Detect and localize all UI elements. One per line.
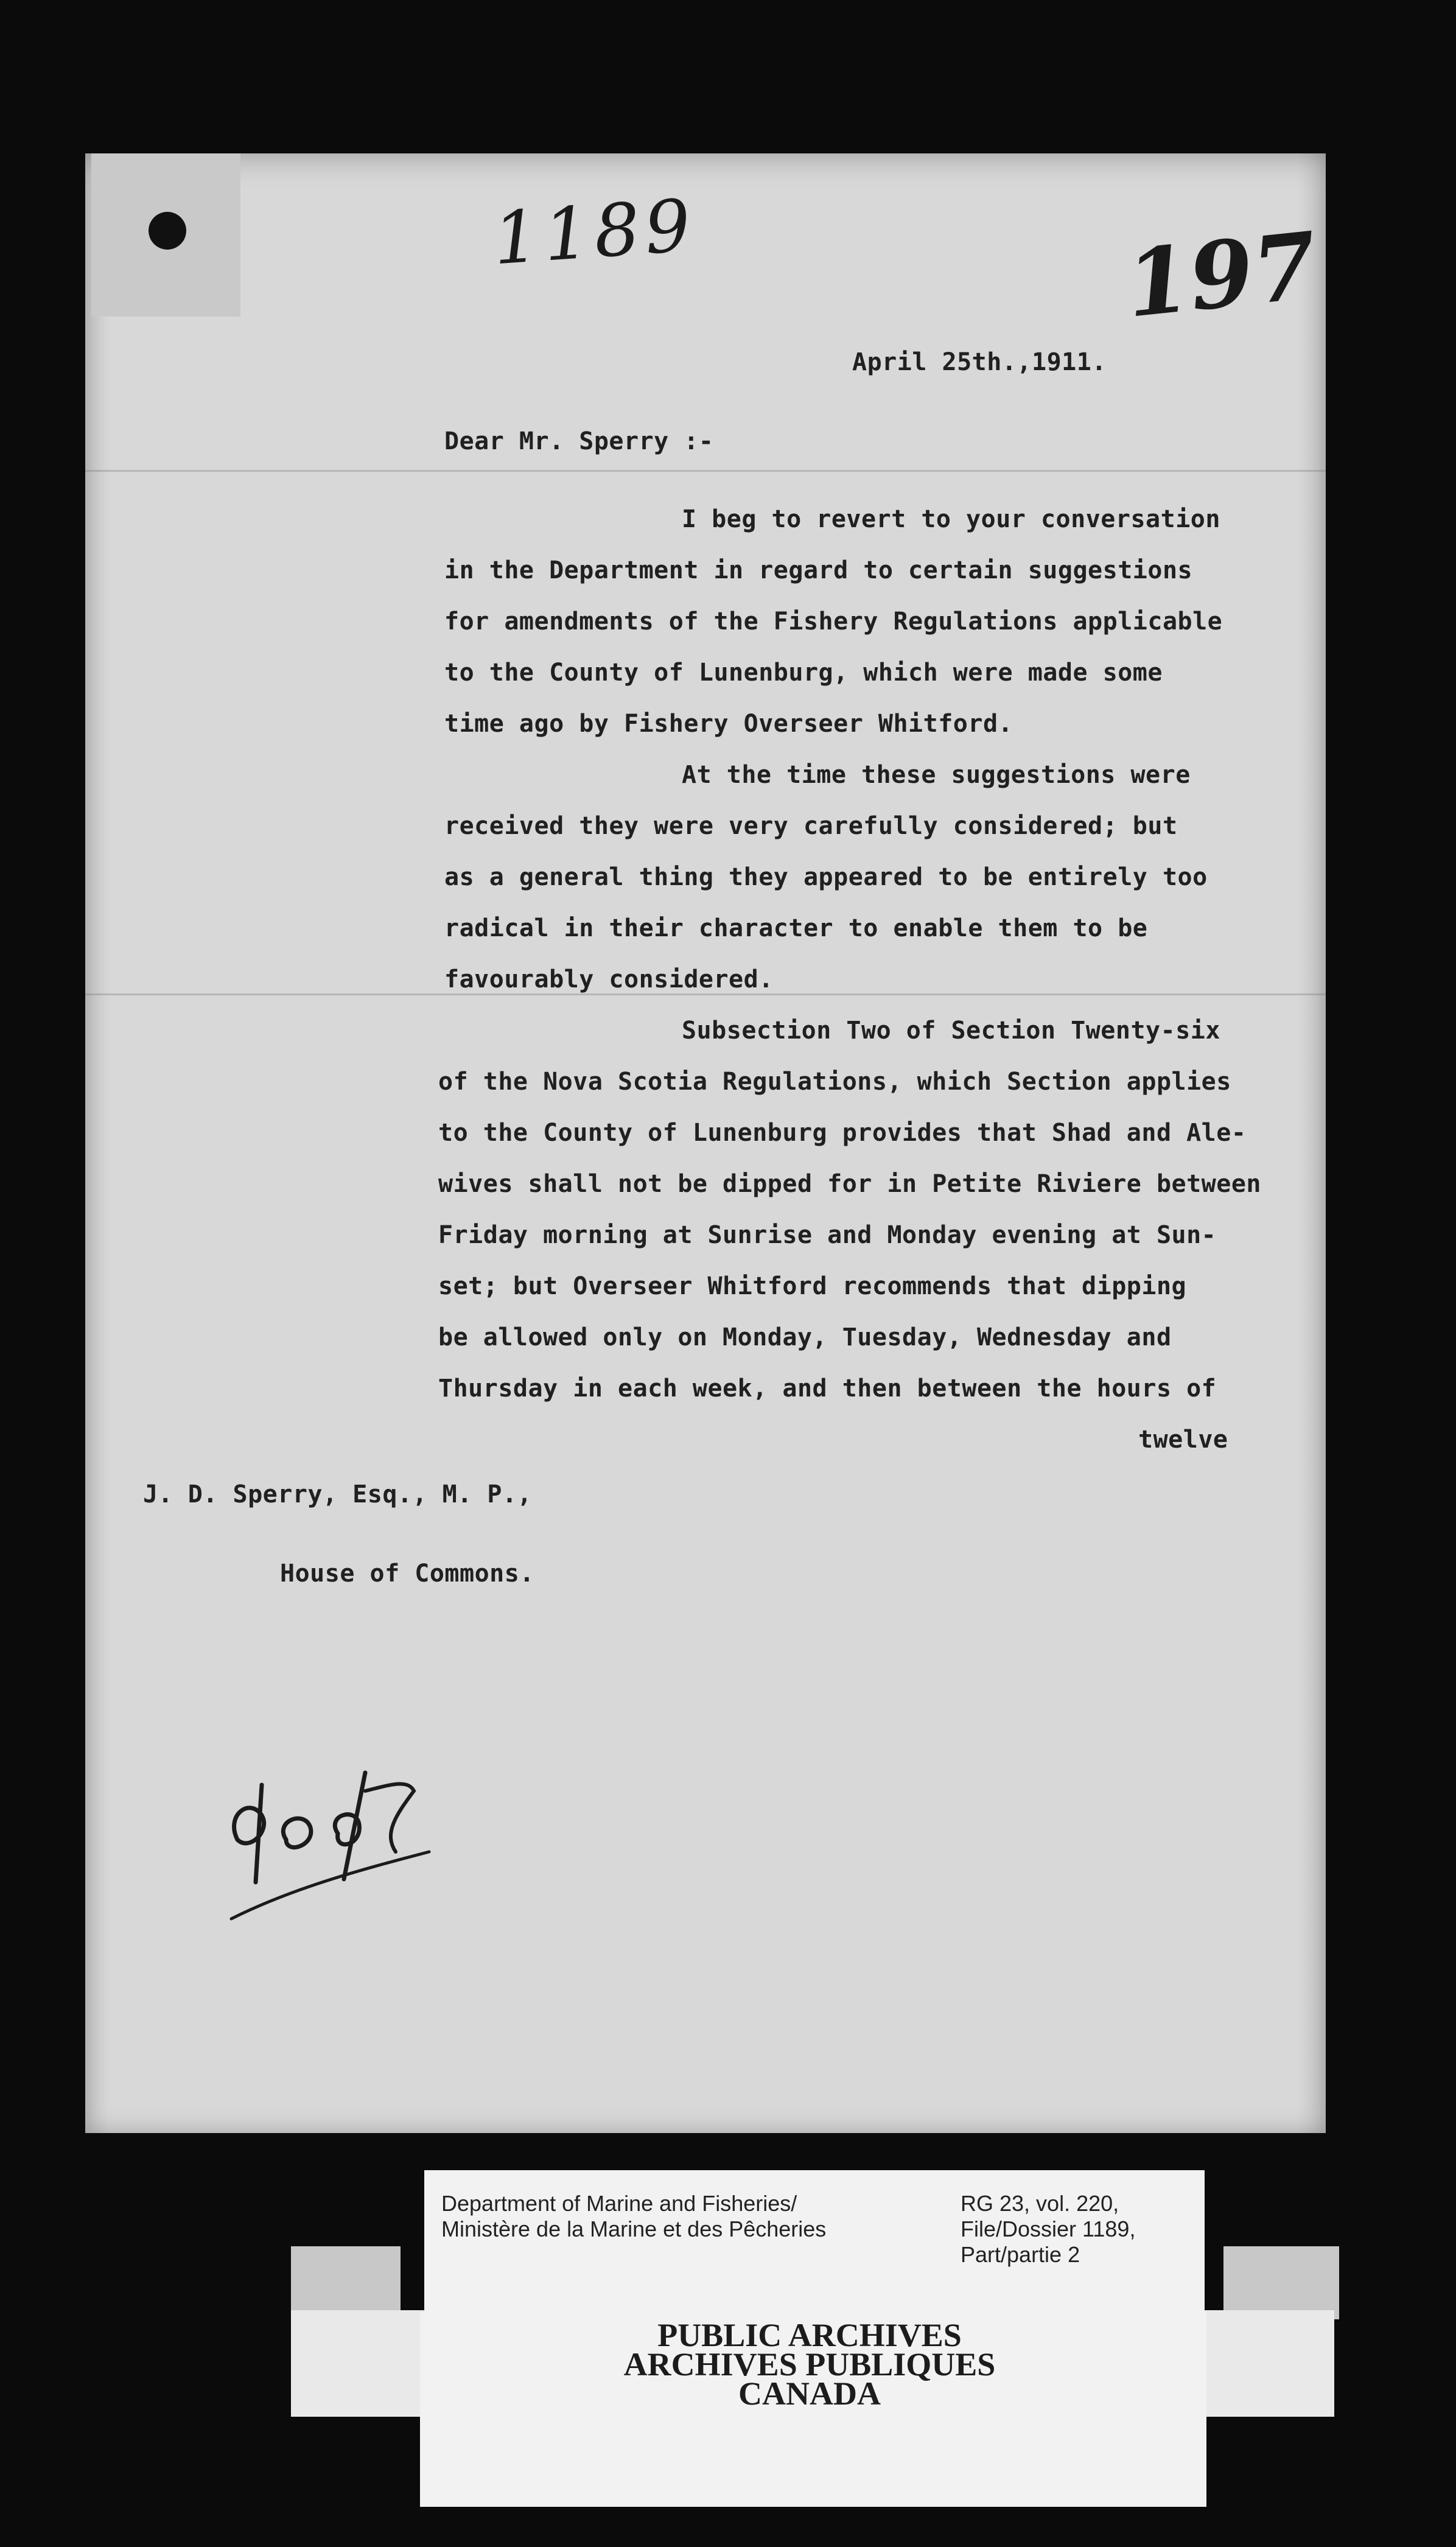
- punch-hole: [149, 212, 186, 250]
- label-tab-right: [1223, 2246, 1339, 2319]
- body-line: to the County of Lunenburg, which were made some: [444, 659, 1163, 687]
- body-line: I beg to revert to your conversation: [682, 505, 1220, 533]
- catchword: twelve: [1138, 1426, 1228, 1454]
- reference-line1: RG 23, vol. 220,: [961, 2191, 1119, 2216]
- letter-date: April 25th.,1911.: [852, 348, 1107, 376]
- department-line1: Department of Marine and Fisheries/: [441, 2191, 797, 2216]
- reference-line2: File/Dossier 1189,: [961, 2216, 1136, 2241]
- body-line: At the time these suggestions were: [682, 761, 1191, 789]
- body-line: wives shall not be dipped for in Petite Riviere between: [438, 1170, 1262, 1198]
- salutation: Dear Mr. Sperry :-: [444, 427, 714, 455]
- body-line: in the Department in regard to certain suggestions: [444, 556, 1193, 584]
- handwritten-page-number: 197: [1121, 212, 1322, 338]
- fold-line: [85, 993, 1326, 995]
- body-line: as a general thing they appeared to be entirely too: [444, 863, 1208, 891]
- fold-line: [85, 470, 1326, 472]
- body-line: radical in their character to enable them to be: [444, 914, 1148, 942]
- body-line: to the County of Lunenburg provides that Shad and Ale-: [438, 1119, 1247, 1147]
- handwritten-initials: [213, 1748, 432, 1943]
- stamp-line1: PUBLIC ARCHIVES: [657, 2317, 962, 2353]
- body-line: Friday morning at Sunrise and Monday evening at Sun-: [438, 1221, 1217, 1249]
- stamp-line3: CANADA: [738, 2375, 881, 2412]
- body-line: Thursday in each week, and then between the hours of: [438, 1375, 1217, 1403]
- department-line2: Ministère de la Marine et des Pêcheries: [441, 2216, 827, 2241]
- addressee-name: J. D. Sperry, Esq., M. P.,: [143, 1480, 533, 1508]
- body-line: be allowed only on Monday, Tuesday, Wednesday and: [438, 1323, 1172, 1351]
- handwritten-file-number: 1189: [490, 183, 698, 281]
- body-line: received they were very carefully considered; but: [444, 812, 1178, 840]
- body-line: time ago by Fishery Overseer Whitford.: [444, 710, 1013, 738]
- stamp-line2: ARCHIVES PUBLIQUES: [623, 2346, 996, 2383]
- letter-page: [85, 153, 1326, 2133]
- reference-line3: Part/partie 2: [961, 2242, 1080, 2267]
- body-line: for amendments of the Fishery Regulations applicable: [444, 608, 1223, 636]
- addressee-place: House of Commons.: [280, 1560, 534, 1588]
- body-line: favourably considered.: [444, 965, 774, 993]
- body-line: Subsection Two of Section Twenty-six: [682, 1017, 1220, 1045]
- label-tab-left: [291, 2246, 401, 2319]
- body-line: of the Nova Scotia Regulations, which Section applies: [438, 1068, 1231, 1096]
- body-line: set; but Overseer Whitford recommends that dipping: [438, 1272, 1187, 1300]
